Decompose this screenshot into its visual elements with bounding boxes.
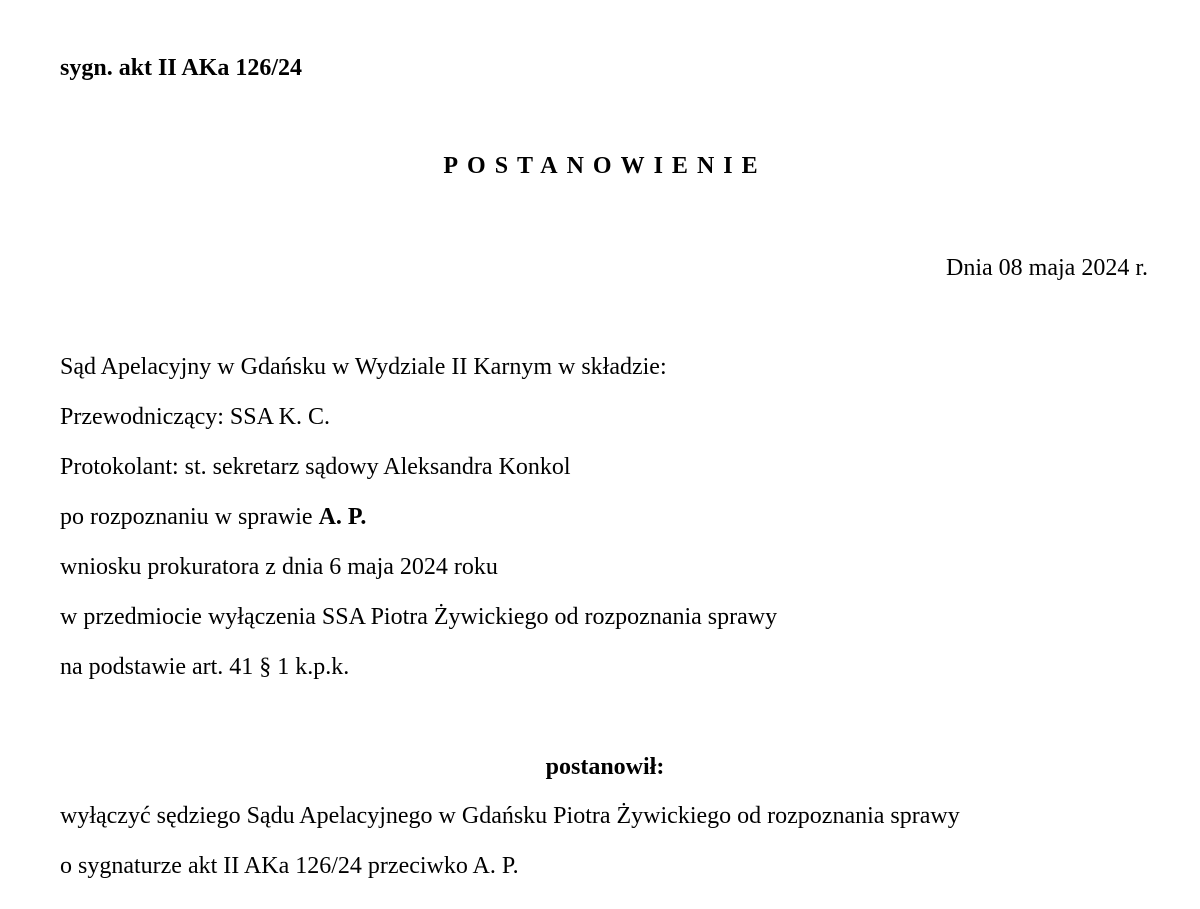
case-party-line bbox=[60, 503, 366, 531]
document-date: Dnia 08 maja 2024 r. bbox=[946, 255, 1148, 281]
court-composition: Sąd Apelacyjny w Gdańsku w Wydziale II Karnym w składzie: bbox=[60, 354, 667, 380]
court-clerk: Protokolant: st. sekretarz sądowy Aleksandra Konkol bbox=[60, 454, 571, 480]
legal-basis: na podstawie art. 41 § 1 k.p.k. bbox=[60, 654, 350, 680]
case-party-name: A. P. bbox=[318, 504, 367, 530]
case-number: sygn. akt II AKa 126/24 bbox=[60, 55, 303, 81]
ruling-text-line-2: o sygnaturze akt II AKa 126/24 przeciwko A. P. bbox=[60, 853, 519, 879]
motion-subject: w przedmiocie wyłączenia SSA Piotra Żywickiego od rozpoznania sprawy bbox=[60, 604, 778, 630]
case-party-prefix: po rozpoznaniu w sprawie bbox=[60, 504, 319, 530]
document-title: POSTANOWIENIE bbox=[443, 153, 767, 179]
presiding-judge: Przewodniczący: SSA K. C. bbox=[60, 404, 330, 430]
ruling-text-line-1: wyłączyć sędziego Sądu Apelacyjnego w Gdańsku Piotra Żywickiego od rozpoznania sprawy bbox=[60, 803, 960, 829]
ruling-heading: postanowił: bbox=[545, 754, 665, 780]
prosecutor-motion: wniosku prokuratora z dnia 6 maja 2024 roku bbox=[60, 554, 498, 580]
